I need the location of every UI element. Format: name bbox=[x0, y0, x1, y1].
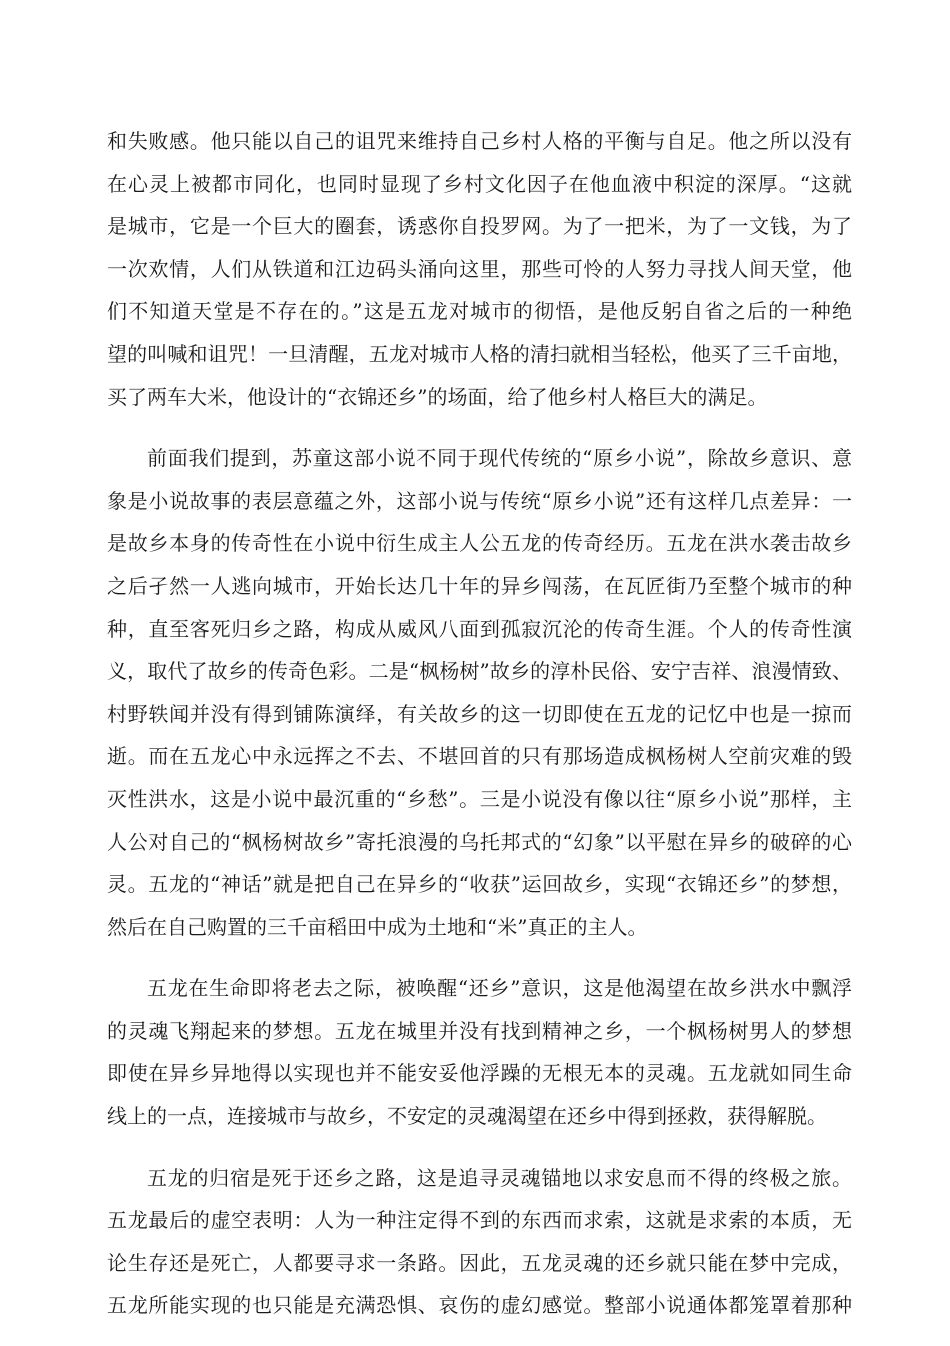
text-line: 论生存还是死亡，人都要寻求一条路。因此，五龙灵魂的还乡就只能在梦中完成， bbox=[107, 1250, 852, 1275]
document-body bbox=[107, 120, 852, 1346]
text-line: 然后在自己购置的三千亩稻田中成为土地和“米”真正的主人。 bbox=[107, 914, 648, 939]
text-line: 的灵魂飞翔起来的梦想。五龙在城里并没有找到精神之乡，一个枫杨树男人的梦想 bbox=[107, 1018, 852, 1043]
text-line: 即使在异乡异地得以实现也并不能安妥他浮躁的无根无本的灵魂。五龙就如同生命 bbox=[107, 1061, 852, 1086]
text-line: 人公对自己的“枫杨树故乡”寄托浪漫的乌托邦式的“幻象”以平慰在异乡的破碎的心 bbox=[107, 829, 852, 854]
text-line: 村野轶闻并没有得到铺陈演绎，有关故乡的这一切即使在五龙的记忆中也是一掠而 bbox=[107, 701, 852, 726]
text-line: 在心灵上被都市同化，也同时显现了乡村文化因子在他血液中积淀的深厚。“这就 bbox=[107, 171, 852, 196]
text-line: 线上的一点，连接城市与故乡，不安定的灵魂渴望在还乡中得到拯救，获得解脱。 bbox=[107, 1104, 827, 1129]
text-line: 是故乡本身的传奇性在小说中衍生成主人公五龙的传奇经历。五龙在洪水袭击故乡 bbox=[107, 531, 852, 556]
paragraph-2 bbox=[107, 437, 852, 948]
text-line: 象是小说故事的表层意蕴之外，这部小说与传统“原乡小说”还有这样几点差异：一 bbox=[107, 488, 852, 513]
paragraph-3 bbox=[107, 967, 852, 1137]
text-line: 五龙最后的虚空表明：人为一种注定得不到的东西而求索，这就是求索的本质，无 bbox=[107, 1208, 852, 1233]
text-line: 一次欢情，人们从铁道和江边码头涌向这里，那些可怜的人努力寻找人间天堂，他 bbox=[107, 256, 852, 281]
text-line: 望的叫喊和诅咒！一旦清醒，五龙对城市人格的清扫就相当轻松，他买了三千亩地， bbox=[107, 341, 852, 366]
text-line: 是城市，它是一个巨大的圈套，诱惑你自投罗网。为了一把米，为了一文钱，为了 bbox=[107, 214, 852, 239]
text-line: 灵。五龙的“神话”就是把自己在异乡的“收获”运回故乡，实现“衣锦还乡”的梦想， bbox=[107, 872, 852, 897]
text-line: 买了两车大米，他设计的“衣锦还乡”的场面，给了他乡村人格巨大的满足。 bbox=[107, 384, 768, 409]
text-line: 灭性洪水，这是小说中最沉重的“乡愁”。三是小说没有像以往“原乡小说”那样，主 bbox=[107, 786, 852, 811]
text-line: 种，直至客死归乡之路，构成从威风八面到孤寂沉沦的传奇生涯。个人的传奇性演 bbox=[107, 616, 852, 641]
text-line: 逝。而在五龙心中永远挥之不去、不堪回首的只有那场造成枫杨树人空前灾难的毁 bbox=[107, 744, 852, 769]
text-line: 义，取代了故乡的传奇色彩。二是“枫杨树”故乡的淳朴民俗、安宁吉祥、浪漫情致、 bbox=[107, 659, 852, 684]
text-line: 五龙的归宿是死于还乡之路，这是追寻灵魂锚地以求安息而不得的终极之旅。 bbox=[147, 1165, 852, 1190]
paragraph-1 bbox=[107, 120, 852, 418]
text-line: 五龙所能实现的也只能是充满恐惧、哀伤的虚幻感觉。整部小说通体都笼罩着那种 bbox=[107, 1293, 852, 1318]
text-line: 之后孑然一人逃向城市，开始长达几十年的异乡闯荡，在瓦匠街乃至整个城市的种 bbox=[107, 573, 852, 598]
text-line: 和失败感。他只能以自己的诅咒来维持自己乡村人格的平衡与自足。他之所以没有 bbox=[107, 129, 852, 153]
paragraph-4 bbox=[107, 1157, 852, 1327]
text-line: 五龙在生命即将老去之际，被唤醒“还乡”意识，这是他渴望在故乡洪水中飘浮 bbox=[147, 976, 852, 1001]
text-line: 前面我们提到，苏童这部小说不同于现代传统的“原乡小说”，除故乡意识、意 bbox=[147, 446, 852, 471]
text-line: 们不知道天堂是不存在的。”这是五龙对城市的彻悟，是他反躬自省之后的一种绝 bbox=[107, 299, 852, 324]
